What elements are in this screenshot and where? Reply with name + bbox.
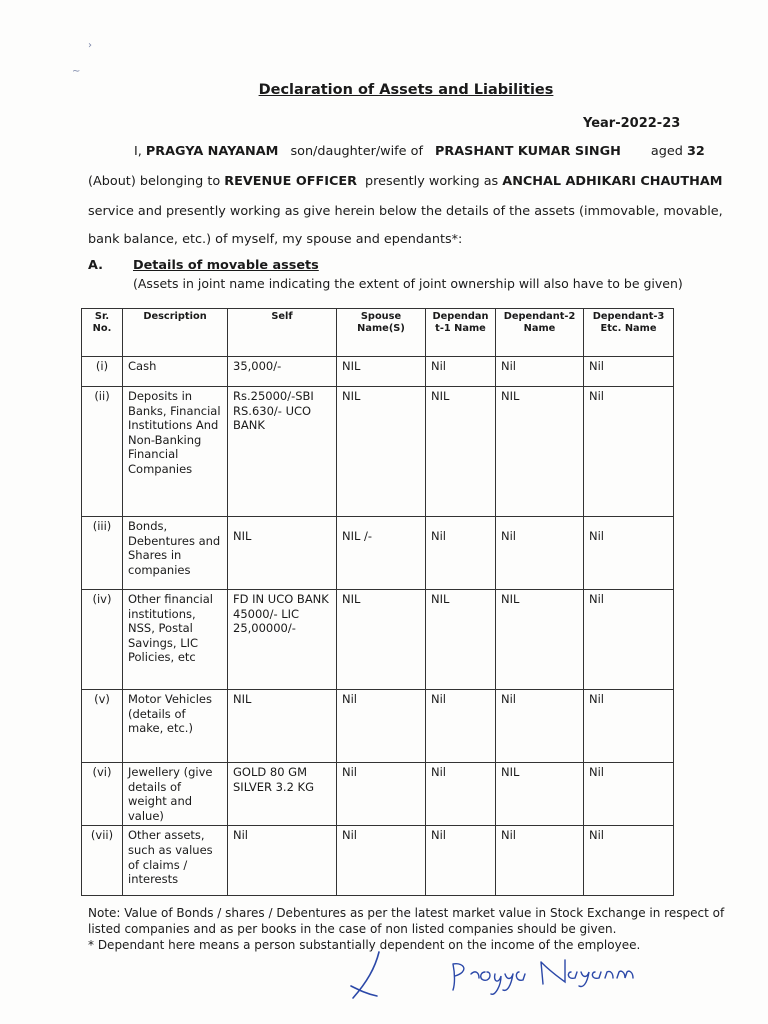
header-description: Description: [123, 309, 228, 357]
post-name: ANCHAL ADHIKARI CHAUTHAM: [502, 174, 723, 189]
note-valuation: Note: Value of Bonds / shares / Debentures as per the latest market value in Stock Exchange in respect of listed companies and as per books in the case of non listed companies should be given.: [88, 906, 725, 936]
table-row: (iv) Other financial institutions, NSS, Postal Savings, LIC Policies, etc FD IN UCO BANK 45000/- LIC 25,00000/- NIL NIL NIL Nil: [82, 590, 674, 690]
year-label: Year-2022-23: [583, 116, 681, 131]
table-row: (i) Cash 35,000/- NIL Nil Nil Nil: [82, 357, 674, 387]
movable-assets-table: [81, 308, 674, 896]
intro-line-3: service and presently working as give herein below the details of the assets (immovable, movable,: [88, 204, 723, 219]
relation-name: PRASHANT KUMAR SINGH: [435, 144, 621, 159]
intro-line-2: (About) belonging to REVENUE OFFICER presently working as ANCHAL ADHIKARI CHAUTHAM: [88, 174, 723, 189]
table-row: (ii) Deposits in Banks, Financial Institutions And Non-Banking Financial Companies Rs.25000/-SBI RS.630/- UCO BANK NIL NIL NIL Nil: [82, 387, 674, 517]
section-a-subheading: (Assets in joint name indicating the extent of joint ownership will also have to be given): [133, 276, 683, 291]
header-dependant-3: Dependant-3 Etc. Name: [584, 309, 674, 357]
table-row: (iii) Bonds, Debentures and Shares in companies NIL NIL /- Nil Nil Nil: [82, 517, 674, 590]
header-dependant-2: Dependant-2 Name: [496, 309, 584, 357]
service-name: REVENUE OFFICER: [224, 174, 357, 189]
scan-mark: ∼: [72, 66, 81, 77]
note-dependant: * Dependant here means a person substantially dependent on the income of the employee.: [88, 938, 641, 952]
scan-mark: ›: [88, 40, 92, 51]
header-self: Self: [228, 309, 337, 357]
table-row: (vi) Jewellery (give details of weight and value) GOLD 80 GM SILVER 3.2 KG Nil Nil NIL Nil: [82, 763, 674, 826]
intro-line-4: bank balance, etc.) of myself, my spouse and ependants*:: [88, 232, 463, 247]
table-row: (vii) Other assets, such as values of claims / interests Nil Nil Nil Nil Nil: [82, 826, 674, 896]
header-sr: Sr. No.: [82, 309, 123, 357]
declarant-name: PRAGYA NAYANAM: [145, 144, 279, 159]
table-header-row: [82, 309, 674, 357]
age-value: 32: [686, 144, 705, 159]
table-row: (v) Motor Vehicles (details of make, etc.) NIL Nil Nil Nil Nil: [82, 690, 674, 763]
section-a-heading: A. Details of movable assets: [88, 258, 319, 273]
handwritten-signature: [345, 946, 635, 1006]
intro-line-1: I, PRAGYA NAYANAM son/daughter/wife of PRASHANT KUMAR SINGH aged 32: [134, 144, 705, 159]
header-spouse: Spouse Name(S): [337, 309, 426, 357]
document-title: Declaration of Assets and Liabilities: [258, 82, 554, 98]
header-dependant-1: Dependan t-1 Name: [426, 309, 496, 357]
